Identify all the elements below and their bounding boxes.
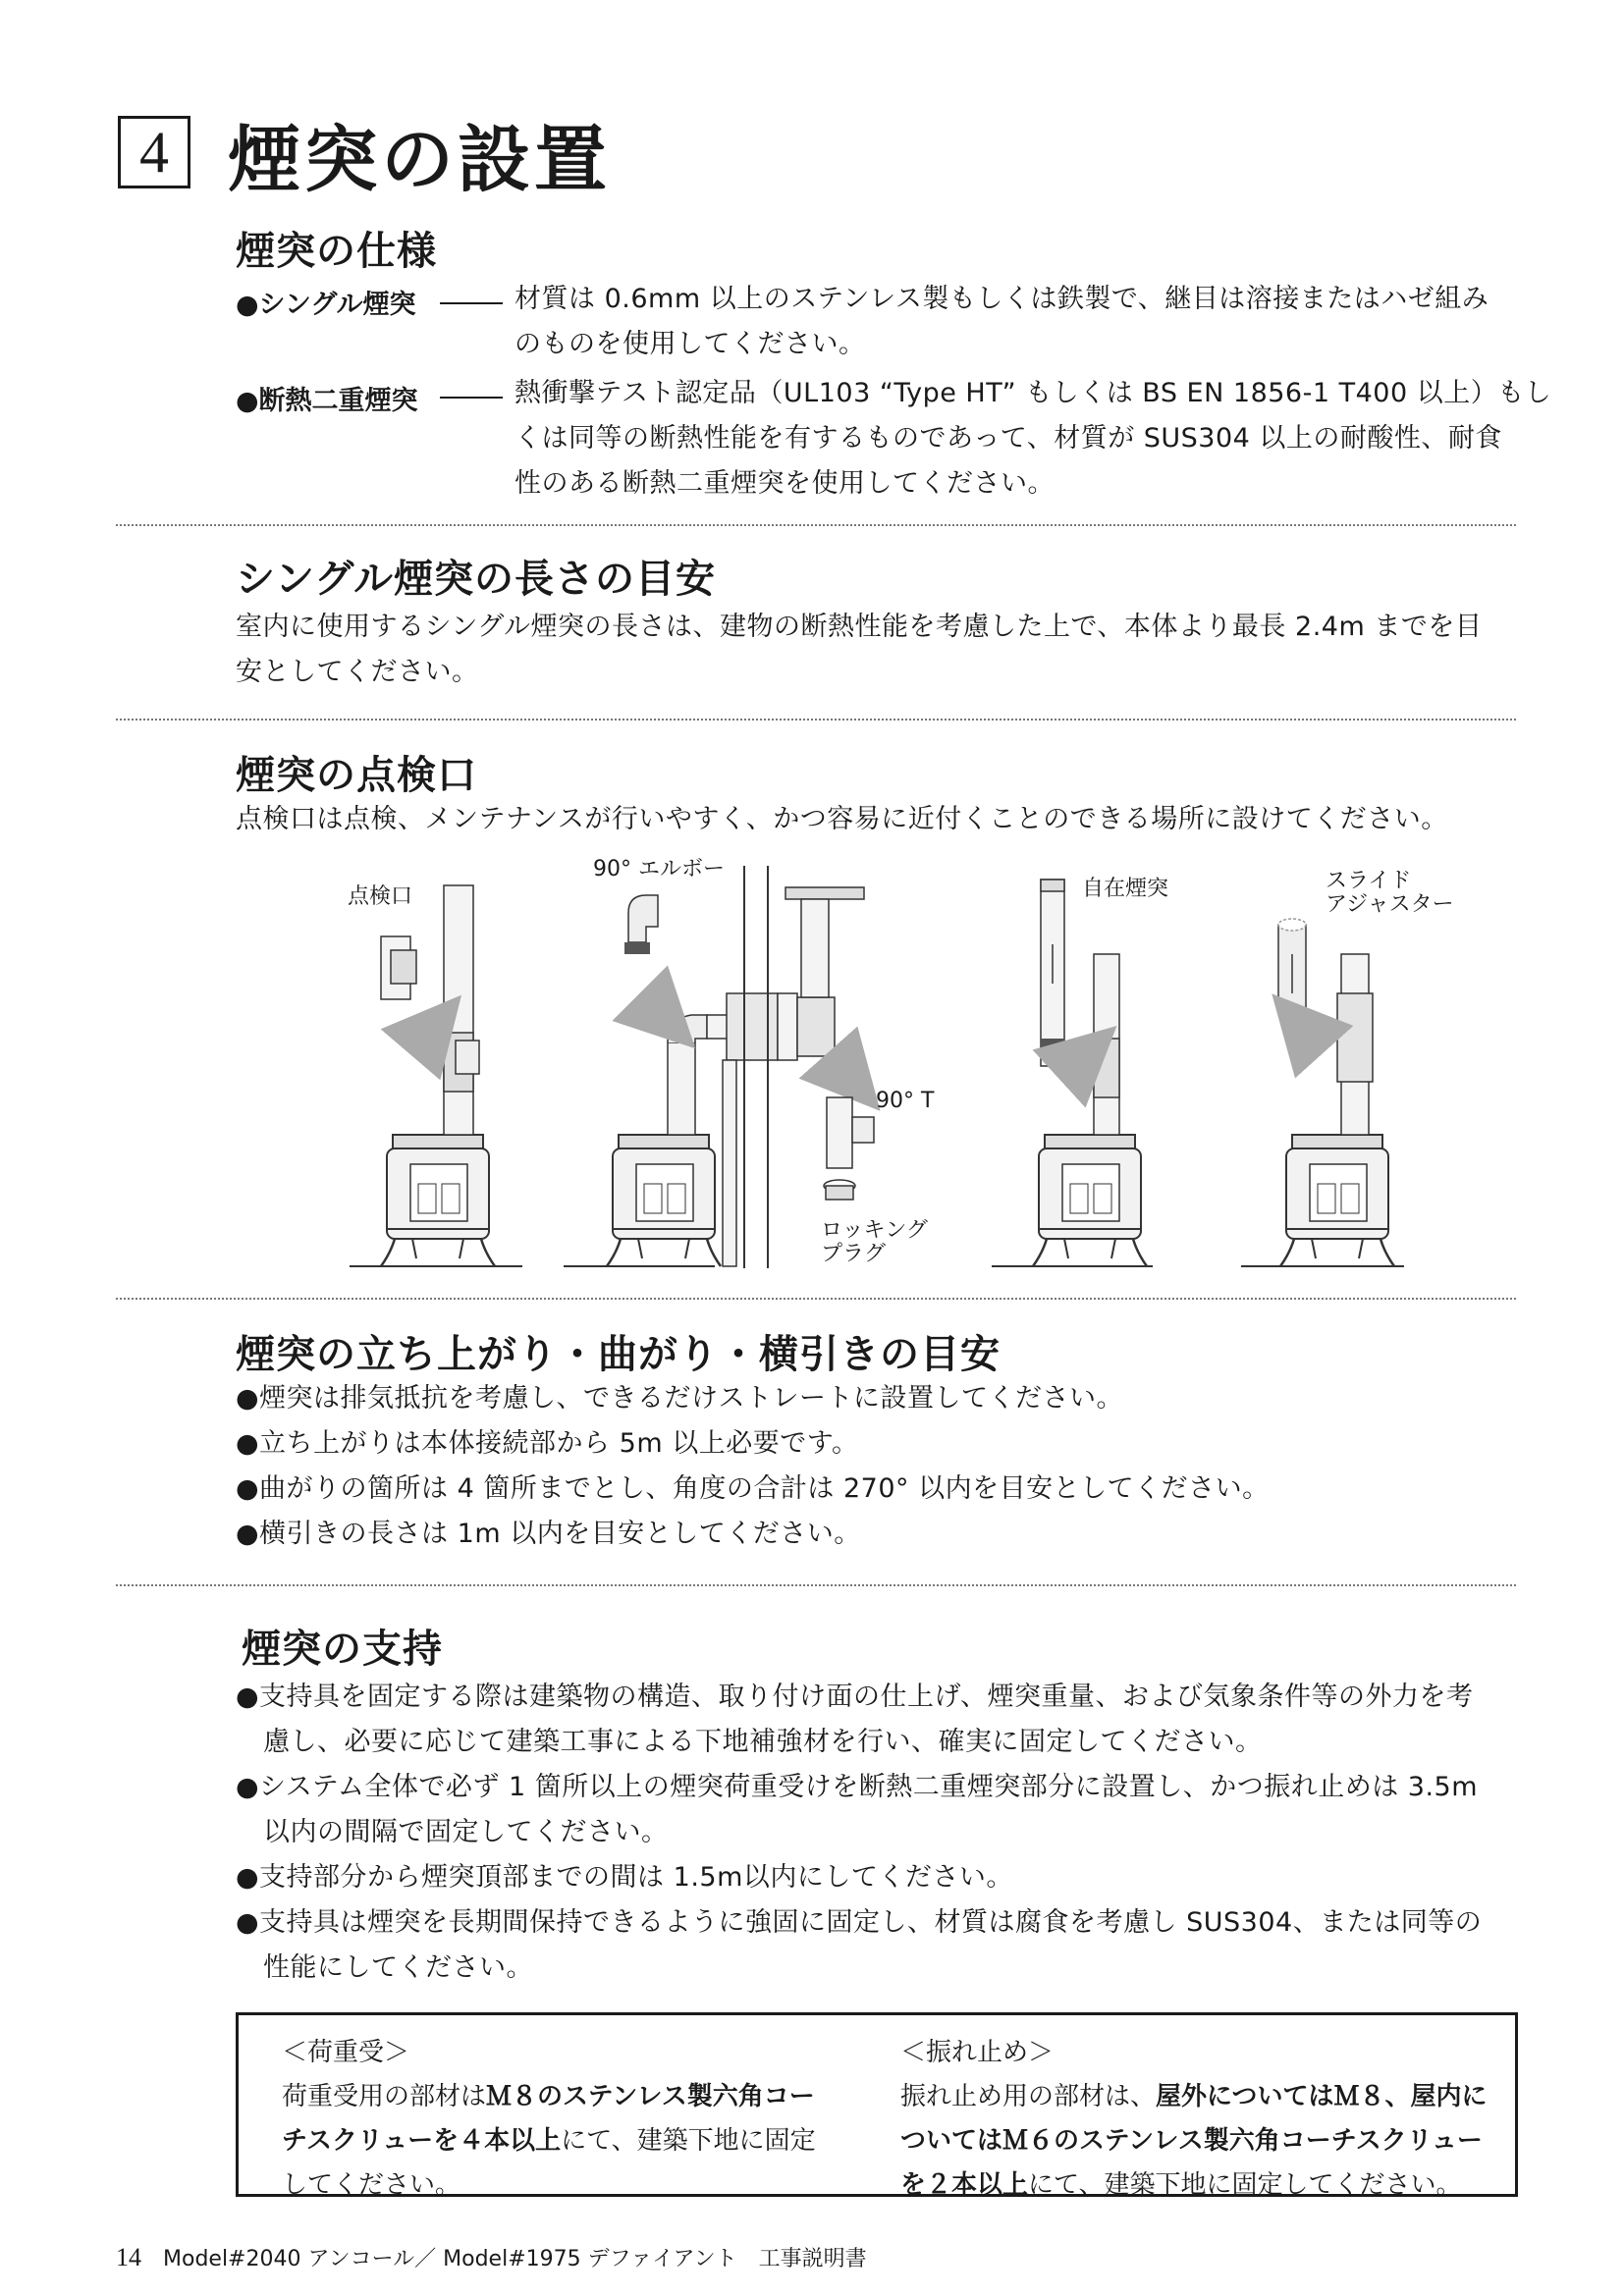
note-text: してください。	[282, 2170, 461, 2200]
label-plug-line2: プラグ	[821, 1242, 887, 1266]
single-chimney-label: ●シングル煙突	[236, 290, 416, 320]
note-title: ＜振れ止め＞	[900, 2038, 1055, 2067]
support-note-box	[236, 2012, 1518, 2200]
support-heading: 煙突の支持	[242, 1627, 443, 1672]
length-heading: シングル煙突の長さの目安	[236, 557, 716, 602]
text-line: 安としてください。	[236, 657, 479, 687]
manual-title: Model#2040 アンコール／ Model#1975 デファイアント 工事説明書	[163, 2247, 867, 2271]
anti-sway-note	[900, 2031, 1488, 2208]
rise-list	[236, 1376, 1270, 1557]
figure-elbow-tee	[564, 857, 935, 1268]
spec-heading: 煙突の仕様	[236, 229, 437, 274]
note-emphasis: を２本以上	[900, 2170, 1029, 2200]
double-chimney-label: ●断熱二重煙突	[236, 386, 418, 416]
support-list	[236, 1675, 1482, 1991]
text-line: のものを使用してください。	[514, 329, 866, 359]
label-flex-chimney: 自在煙突	[1082, 877, 1169, 901]
note-text: 荷重受用の部材は	[282, 2082, 487, 2111]
chapter-number-box	[118, 116, 190, 188]
list-item: ●立ち上がりは本体接続部から 5m 以上必要です。	[236, 1428, 859, 1459]
text-line: くは同等の断熱性能を有するものであって、材質が SUS304 以上の耐酸性、耐食	[514, 423, 1502, 454]
text-line: 熱衝撃テスト認定品（UL103 “Type HT” もしくは BS EN 1856-1 T400 以上）もし	[514, 378, 1552, 408]
text-line: 材質は 0.6mm 以上のステンレス製もしくは鉄製で、継目は溶接またはハゼ組み	[514, 284, 1489, 314]
text-line: 室内に使用するシングル煙突の長さは、建物の断熱性能を考慮した上で、本体より最長 2.4m までを目	[236, 612, 1483, 642]
page-number: 14	[116, 2243, 141, 2271]
inspection-desc: 点検口は点検、メンテナンスが行いやすく、かつ容易に近付くことのできる場所に設けてください。	[236, 804, 1448, 834]
chapter-number: 4	[139, 120, 169, 185]
section-divider	[116, 1298, 1516, 1300]
note-title: ＜荷重受＞	[282, 2038, 410, 2067]
note-text: 振れ止め用の部材は、	[900, 2082, 1157, 2111]
list-item-continuation: 性能にしてください。	[263, 1952, 533, 1983]
page-footer	[116, 2242, 867, 2272]
note-emphasis: ついてはＭ６のステンレス製六角コーチスクリュー	[900, 2126, 1483, 2156]
double-chimney-desc	[514, 371, 1551, 507]
note-text: にて、建築下地に固定	[561, 2126, 816, 2156]
list-item: ●支持具を固定する際は建築物の構造、取り付け面の仕上げ、煙突重量、および気象条件等の外力を考	[236, 1682, 1474, 1712]
inspection-heading: 煙突の点検口	[236, 753, 477, 798]
label-slide-line1: スライド	[1326, 869, 1412, 893]
load-bearing-note	[282, 2031, 816, 2208]
label-plug-line1: ロッキング	[821, 1218, 928, 1243]
list-item-continuation: 慮し、必要に応じて建築工事による下地補強材を行い、確実に固定してください。	[263, 1727, 1263, 1757]
note-text: にて、建築下地に固定してください。	[1028, 2170, 1462, 2200]
list-item: ●横引きの長さは 1m 以内を目安としてください。	[236, 1519, 861, 1549]
chapter-title: 煙突の設置	[228, 118, 611, 202]
text-line: 性のある断熱二重煙突を使用してください。	[514, 468, 1055, 499]
chimney-inspection-diagram	[334, 846, 1492, 1278]
label-elbow: 90° エルボー	[593, 857, 725, 881]
single-chimney-desc	[514, 277, 1489, 367]
label-slide-line2: アジャスター	[1326, 892, 1454, 917]
note-emphasis: チスクリューを４本以上	[282, 2126, 562, 2156]
figure-slide-adjuster	[1241, 869, 1454, 1266]
list-item: ●煙突は排気抵抗を考慮し、できるだけストレートに設置してください。	[236, 1383, 1124, 1414]
length-desc	[236, 605, 1482, 695]
note-emphasis: 屋外についてはＭ８、屋内に	[1156, 2082, 1488, 2111]
section-divider	[116, 1584, 1516, 1586]
label-inspection-port: 点検口	[348, 884, 413, 909]
rise-heading: 煙突の立ち上がり・曲がり・横引きの目安	[236, 1332, 1001, 1377]
list-item-continuation: 以内の間隔で固定してください。	[263, 1817, 669, 1847]
section-divider	[116, 719, 1516, 721]
label-tee: 90° T	[876, 1089, 935, 1113]
note-emphasis: Ｍ８のステンレス製六角コー	[486, 2082, 815, 2111]
section-divider	[116, 524, 1516, 526]
figure-flexible-chimney	[992, 877, 1168, 1266]
list-item: ●システム全体で必ず 1 箇所以上の煙突荷重受けを断熱二重煙突部分に設置し、かつ振れ止めは 3.5m	[236, 1772, 1479, 1802]
list-item: ●曲がりの箇所は 4 箇所までとし、角度の合計は 270° 以内を目安としてください。	[236, 1473, 1270, 1504]
dash-line	[440, 397, 503, 399]
dash-line	[440, 302, 503, 304]
figure-inspection-port	[348, 884, 522, 1266]
list-item: ●支持具は煙突を長期間保持できるように強固に固定し、材質は腐食を考慮し SUS304、または同等の	[236, 1907, 1483, 1938]
list-item: ●支持部分から煙突頂部までの間は 1.5m以内にしてください。	[236, 1862, 1013, 1893]
